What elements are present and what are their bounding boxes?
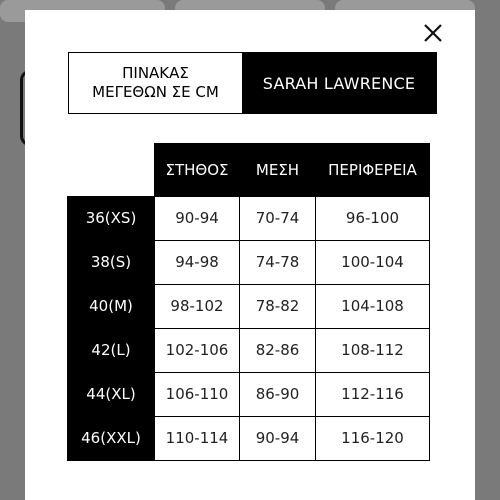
close-icon	[421, 21, 445, 45]
table-cell: 108-112	[316, 328, 430, 372]
size-label: 46(XXL)	[68, 416, 155, 460]
table-cell: 102-106	[155, 328, 240, 372]
table-header-row	[68, 144, 430, 197]
table-cell: 78-82	[240, 284, 316, 328]
table-row	[68, 240, 430, 284]
table-cell: 104-108	[316, 284, 430, 328]
table-cell: 98-102	[155, 284, 240, 328]
table-cell: 110-114	[155, 416, 240, 460]
table-corner	[68, 144, 155, 197]
table-row	[68, 416, 430, 460]
size-label: 40(M)	[68, 284, 155, 328]
column-header-chest: ΣΤΗΘΟΣ	[155, 144, 240, 197]
size-chart-title: ΠΙΝΑΚΑΣ ΜΕΓΕΘΩΝ ΣΕ CM	[92, 64, 219, 101]
size-chart-header	[68, 52, 437, 114]
table-cell: 96-100	[316, 196, 430, 240]
table-cell: 112-116	[316, 372, 430, 416]
size-table	[67, 143, 430, 461]
table-row	[68, 328, 430, 372]
column-header-hip: ΠΕΡΙΦΕΡΕΙΑ	[316, 144, 430, 197]
table-cell: 94-98	[155, 240, 240, 284]
size-label: 42(L)	[68, 328, 155, 372]
table-row	[68, 284, 430, 328]
table-cell: 74-78	[240, 240, 316, 284]
column-header-waist: ΜΕΣΗ	[240, 144, 316, 197]
size-label: 38(S)	[68, 240, 155, 284]
table-cell: 90-94	[240, 416, 316, 460]
table-cell: 82-86	[240, 328, 316, 372]
brand-name: SARAH LAWRENCE	[242, 53, 436, 113]
table-cell: 116-120	[316, 416, 430, 460]
table-cell: 106-110	[155, 372, 240, 416]
close-button[interactable]	[421, 21, 445, 45]
table-cell: 90-94	[155, 196, 240, 240]
size-chart-modal	[25, 10, 475, 500]
table-cell: 86-90	[240, 372, 316, 416]
table-row	[68, 196, 430, 240]
size-label: 44(XL)	[68, 372, 155, 416]
table-row	[68, 372, 430, 416]
table-cell: 100-104	[316, 240, 430, 284]
size-label: 36(XS)	[68, 196, 155, 240]
table-cell: 70-74	[240, 196, 316, 240]
